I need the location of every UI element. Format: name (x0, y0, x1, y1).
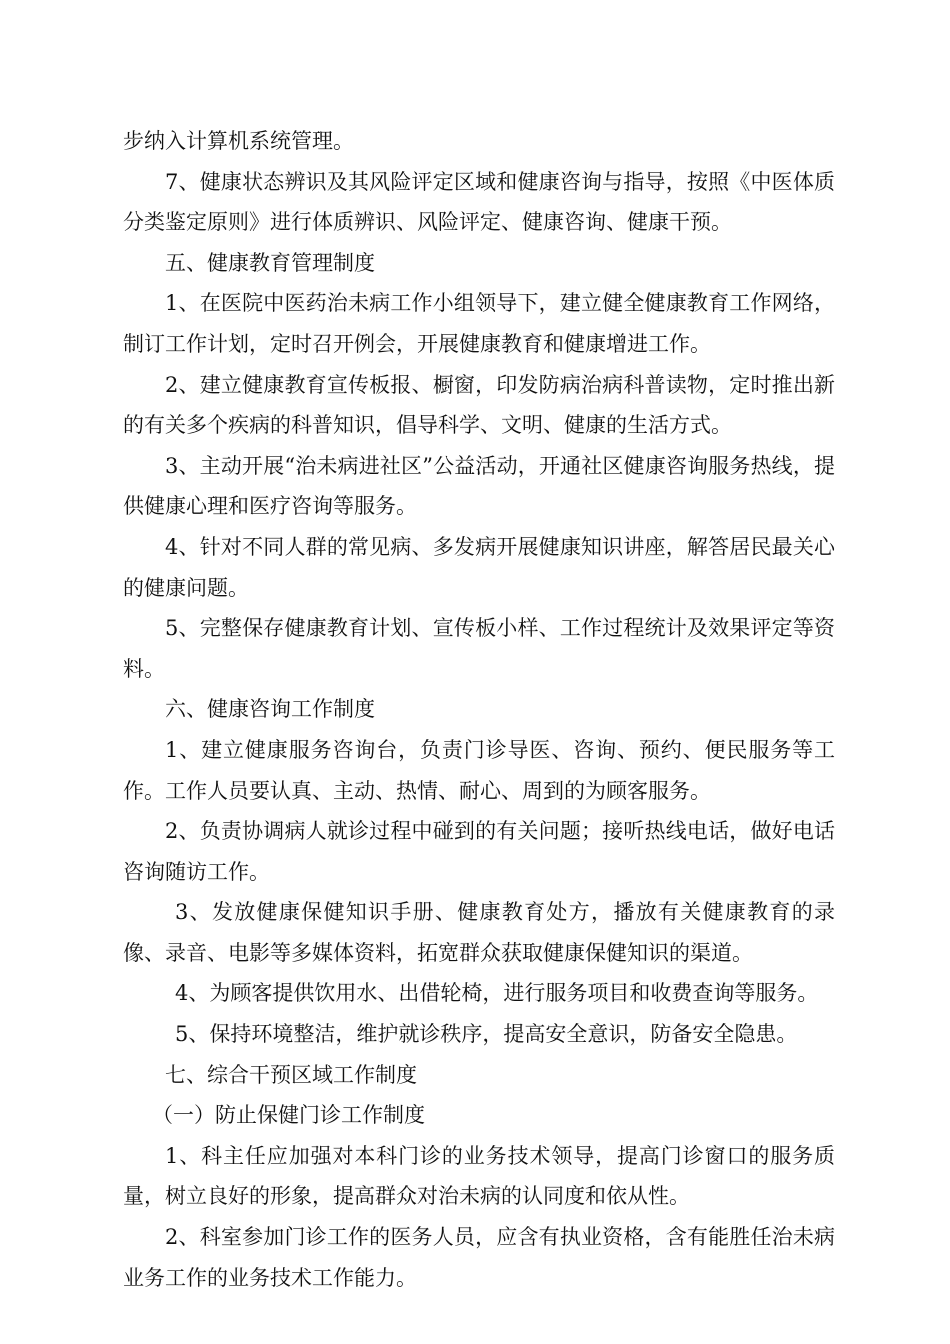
paragraph-item: 1、在医院中医药治未病工作小组领导下，建立健全健康教育工作网络，制订工作计划，定时召开例会，开展健康教育和健康增进工作。 (123, 291, 835, 356)
paragraph-item: 2、负责协调病人就诊过程中碰到的有关问题；接听热线电话，做好电话咨询随访工作。 (123, 819, 835, 884)
paragraph-item: 2、科室参加门诊工作的医务人员，应含有执业资格，含有能胜任治未病业务工作的业务技术工作能力。 (123, 1225, 835, 1290)
document-body (123, 121, 835, 1298)
paragraph-item: 1、科主任应加强对本科门诊的业务技术领导，提高门诊窗口的服务质量，树立良好的形象，提高群众对治未病的认同度和依从性。 (123, 1143, 835, 1209)
paragraph-item-7: 7、健康状态辨识及其风险评定区域和健康咨询与指导，按照《中医体质分类鉴定原则》进行体质辨识、风险评定、健康咨询、健康干预。 (123, 169, 835, 235)
paragraph-item: 4、为顾客提供饮用水、出借轮椅，进行服务项目和收费查询等服务。 (175, 981, 819, 1006)
paragraph-item: 4、针对不同人群的常见病、多发病开展健康知识讲座，解答居民最关心的健康问题。 (123, 534, 835, 600)
section-heading-5: 五、健康教育管理制度 (165, 250, 375, 275)
section-heading-7: 七、综合干预区域工作制度 (165, 1062, 417, 1087)
paragraph-item: 5、完整保存健康教育计划、宣传板小样、工作过程统计及效果评定等资料。 (123, 616, 835, 681)
paragraph-item: 3、主动开展“治未病进社区”公益活动，开通社区健康咨询服务热线，提供健康心理和医疗咨询等服务。 (123, 453, 835, 519)
subsection-heading: （一）防止保健门诊工作制度 (152, 1103, 425, 1128)
paragraph-item: 2、建立健康教育宣传板报、橱窗，印发防病治病科普读物，定时推出新的有关多个疾病的科普知识，倡导科学、文明、健康的生活方式。 (123, 372, 835, 438)
section-heading-6: 六、健康咨询工作制度 (165, 697, 375, 722)
paragraph-item: 1、建立健康服务咨询台，负责门诊导医、咨询、预约、便民服务等工作。工作人员要认真、主动、热情、耐心、周到的为顾客服务。 (123, 737, 835, 803)
paragraph-item: 3、发放健康保健知识手册、健康教育处方，播放有关健康教育的录像、录音、电影等多媒体资料，拓宽群众获取健康保健知识的渠道。 (123, 900, 835, 965)
paragraph-continued-text: 步纳入计算机系统管理。 (123, 129, 354, 153)
paragraph-item: 5、保持环境整洁，维护就诊秩序，提高安全意识，防备安全隐患。 (175, 1022, 798, 1047)
